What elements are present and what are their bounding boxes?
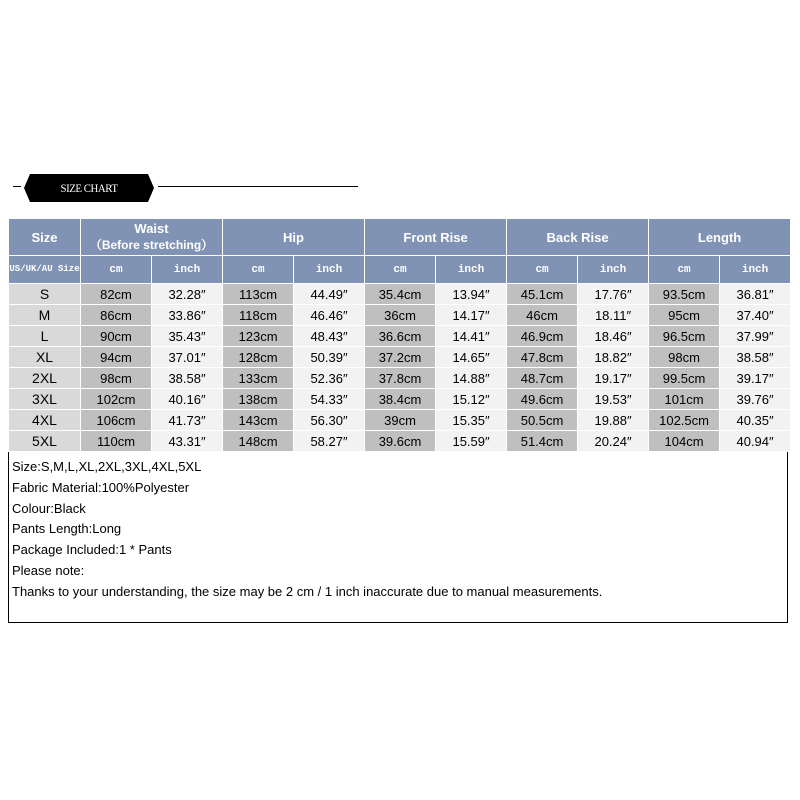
inch-value-cell: 13.94″ [436, 284, 507, 305]
cm-value-cell: 123cm [223, 326, 294, 347]
cm-value-cell: 39.6cm [365, 431, 436, 452]
table-row [9, 431, 791, 452]
cm-value-cell: 143cm [223, 410, 294, 431]
cm-value-cell: 49.6cm [507, 389, 578, 410]
cm-value-cell: 86cm [81, 305, 152, 326]
waist-title: Waist [134, 221, 169, 236]
size-cell: M [9, 305, 81, 326]
note-line: Pants Length:Long [12, 521, 122, 537]
note-line: Package Included:1 * Pants [12, 542, 172, 558]
size-chart-sheet [8, 218, 788, 623]
inch-value-cell: 50.39″ [294, 347, 365, 368]
inch-value-cell: 35.43″ [152, 326, 223, 347]
size-cell: XL [9, 347, 81, 368]
size-chart-banner [8, 172, 358, 204]
cm-value-cell: 39cm [365, 410, 436, 431]
inch-value-cell: 46.46″ [294, 305, 365, 326]
cm-value-cell: 106cm [81, 410, 152, 431]
size-cell: S [9, 284, 81, 305]
inch-value-cell: 15.59″ [436, 431, 507, 452]
inch-value-cell: 15.12″ [436, 389, 507, 410]
note-line: Please note: [12, 562, 85, 578]
size-cell: 5XL [9, 431, 81, 452]
inch-value-cell: 38.58″ [720, 347, 791, 368]
inch-value-cell: 19.17″ [578, 368, 649, 389]
cm-value-cell: 37.2cm [365, 347, 436, 368]
cm-value-cell: 48.7cm [507, 368, 578, 389]
cm-value-cell: 128cm [223, 347, 294, 368]
inch-value-cell: 39.17″ [720, 368, 791, 389]
back-rise-cm-header: cm [507, 256, 578, 284]
region-size-header: US/UK/AU Size [9, 256, 81, 284]
table-row [9, 305, 791, 326]
cm-value-cell: 113cm [223, 284, 294, 305]
inch-value-cell: 18.82″ [578, 347, 649, 368]
inch-value-cell: 40.94″ [720, 431, 791, 452]
banner-divider [158, 186, 358, 187]
inch-value-cell: 37.40″ [720, 305, 791, 326]
cm-value-cell: 118cm [223, 305, 294, 326]
note-line: Fabric Material:100%Polyester [12, 479, 190, 495]
size-cell: 4XL [9, 410, 81, 431]
waist-cm-header: cm [81, 256, 152, 284]
inch-value-cell: 37.99″ [720, 326, 791, 347]
size-cell: 2XL [9, 368, 81, 389]
cm-value-cell: 148cm [223, 431, 294, 452]
inch-value-cell: 40.16″ [152, 389, 223, 410]
cm-value-cell: 38.4cm [365, 389, 436, 410]
size-header: Size [9, 219, 81, 256]
inch-value-cell: 20.24″ [578, 431, 649, 452]
table-row [9, 368, 791, 389]
cm-value-cell: 98cm [649, 347, 720, 368]
inch-value-cell: 14.41″ [436, 326, 507, 347]
front-rise-header: Front Rise [365, 219, 507, 256]
cm-value-cell: 50.5cm [507, 410, 578, 431]
cm-value-cell: 96.5cm [649, 326, 720, 347]
inch-value-cell: 14.88″ [436, 368, 507, 389]
inch-value-cell: 18.46″ [578, 326, 649, 347]
inch-value-cell: 58.27″ [294, 431, 365, 452]
cm-value-cell: 47.8cm [507, 347, 578, 368]
product-notes [12, 457, 602, 603]
inch-value-cell: 32.28″ [152, 284, 223, 305]
size-chart-label: SIZE CHART [60, 181, 118, 195]
hip-cm-header: cm [223, 256, 294, 284]
inch-value-cell: 14.17″ [436, 305, 507, 326]
unit-header-row [9, 256, 791, 284]
front-rise-cm-header: cm [365, 256, 436, 284]
waist-header [81, 219, 223, 256]
cm-value-cell: 90cm [81, 326, 152, 347]
banner-dash [13, 186, 21, 187]
cm-value-cell: 82cm [81, 284, 152, 305]
length-inch-header: inch [720, 256, 791, 284]
back-rise-header: Back Rise [507, 219, 649, 256]
back-rise-inch-header: inch [578, 256, 649, 284]
inch-value-cell: 40.35″ [720, 410, 791, 431]
hip-inch-header: inch [294, 256, 365, 284]
inch-value-cell: 15.35″ [436, 410, 507, 431]
table-row [9, 389, 791, 410]
waist-subtitle: （Before stretching） [89, 238, 214, 252]
size-cell: L [9, 326, 81, 347]
note-line: Size:S,M,L,XL,2XL,3XL,4XL,5XL [12, 459, 202, 474]
inch-value-cell: 56.30″ [294, 410, 365, 431]
cm-value-cell: 101cm [649, 389, 720, 410]
cm-value-cell: 94cm [81, 347, 152, 368]
table-row [9, 326, 791, 347]
size-cell: 3XL [9, 389, 81, 410]
inch-value-cell: 39.76″ [720, 389, 791, 410]
inch-value-cell: 44.49″ [294, 284, 365, 305]
cm-value-cell: 110cm [81, 431, 152, 452]
inch-value-cell: 48.43″ [294, 326, 365, 347]
cm-value-cell: 99.5cm [649, 368, 720, 389]
length-header: Length [649, 219, 791, 256]
inch-value-cell: 33.86″ [152, 305, 223, 326]
cm-value-cell: 35.4cm [365, 284, 436, 305]
length-cm-header: cm [649, 256, 720, 284]
note-line: Thanks to your understanding, the size may be 2 cm / 1 inch inaccurate due to manual measurements. [12, 583, 603, 599]
table-row [9, 284, 791, 305]
cm-value-cell: 37.8cm [365, 368, 436, 389]
cm-value-cell: 102.5cm [649, 410, 720, 431]
size-table [8, 218, 791, 452]
cm-value-cell: 138cm [223, 389, 294, 410]
inch-value-cell: 17.76″ [578, 284, 649, 305]
inch-value-cell: 43.31″ [152, 431, 223, 452]
inch-value-cell: 14.65″ [436, 347, 507, 368]
cm-value-cell: 102cm [81, 389, 152, 410]
table-row [9, 410, 791, 431]
cm-value-cell: 133cm [223, 368, 294, 389]
cm-value-cell: 45.1cm [507, 284, 578, 305]
inch-value-cell: 41.73″ [152, 410, 223, 431]
inch-value-cell: 37.01″ [152, 347, 223, 368]
group-header-row [9, 219, 791, 256]
size-chart-badge [30, 174, 148, 202]
cm-value-cell: 104cm [649, 431, 720, 452]
hip-header: Hip [223, 219, 365, 256]
note-line: Colour:Black [12, 500, 86, 516]
size-table-body [9, 284, 791, 452]
cm-value-cell: 51.4cm [507, 431, 578, 452]
cm-value-cell: 36.6cm [365, 326, 436, 347]
inch-value-cell: 19.88″ [578, 410, 649, 431]
cm-value-cell: 93.5cm [649, 284, 720, 305]
front-rise-inch-header: inch [436, 256, 507, 284]
inch-value-cell: 54.33″ [294, 389, 365, 410]
inch-value-cell: 18.11″ [578, 305, 649, 326]
cm-value-cell: 46cm [507, 305, 578, 326]
inch-value-cell: 19.53″ [578, 389, 649, 410]
cm-value-cell: 46.9cm [507, 326, 578, 347]
cm-value-cell: 36cm [365, 305, 436, 326]
cm-value-cell: 98cm [81, 368, 152, 389]
inch-value-cell: 52.36″ [294, 368, 365, 389]
cm-value-cell: 95cm [649, 305, 720, 326]
inch-value-cell: 36.81″ [720, 284, 791, 305]
waist-inch-header: inch [152, 256, 223, 284]
table-row [9, 347, 791, 368]
inch-value-cell: 38.58″ [152, 368, 223, 389]
